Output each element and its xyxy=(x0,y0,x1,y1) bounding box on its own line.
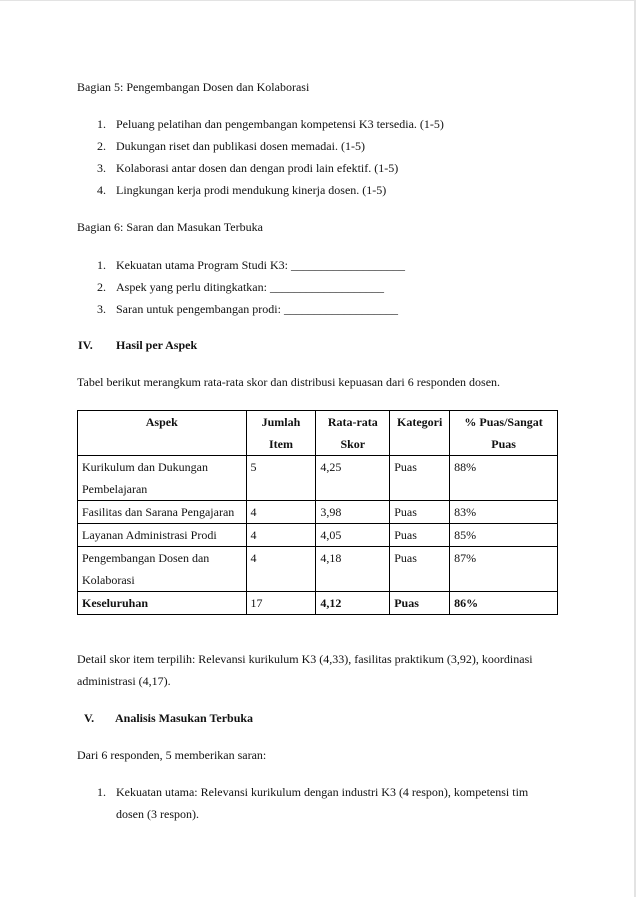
list-number: 2. xyxy=(97,280,106,294)
list-text: Kekuatan utama: Relevansi kurikulum dengan industri K3 (4 respon), kompetensi tim xyxy=(116,785,529,799)
table-row xyxy=(78,456,558,501)
section-heading-iv xyxy=(78,334,197,356)
header-persen-puas: % Puas/Sangat Puas xyxy=(450,411,558,456)
cell-kategori: Puas xyxy=(390,524,450,547)
list-text: Saran untuk pengembangan prodi: ___________________ xyxy=(116,302,398,316)
header-rata-rata-skor: Rata-rata Skor xyxy=(316,411,390,456)
cell-jumlah-item: 4 xyxy=(246,547,316,592)
cell-kategori: Puas xyxy=(390,547,450,592)
cell-persen: 86% xyxy=(450,592,558,615)
cell-rata-rata: 3,98 xyxy=(316,501,390,524)
table-row xyxy=(78,524,558,547)
header-kategori: Kategori xyxy=(390,411,450,456)
table-row xyxy=(78,501,558,524)
cell-aspek: Keseluruhan xyxy=(78,592,247,615)
header-aspek: Aspek xyxy=(78,411,247,456)
list-number: 4. xyxy=(97,183,106,197)
table-total-row xyxy=(78,592,558,615)
cell-persen: 85% xyxy=(450,524,558,547)
list-item xyxy=(97,157,398,179)
list-text: Dukungan riset dan publikasi dosen memadai. (1-5) xyxy=(116,139,365,153)
list-text: Kekuatan utama Program Studi K3: ___________________ xyxy=(116,258,405,272)
heading-title: Hasil per Aspek xyxy=(116,338,198,352)
section5-title: Bagian 5: Pengembangan Dosen dan Kolaborasi xyxy=(77,80,310,94)
header-jumlah-item: Jumlah Item xyxy=(246,411,316,456)
list-text: Kolaborasi antar dosen dan dengan prodi lain efektif. (1-5) xyxy=(116,161,399,175)
cell-rata-rata: 4,05 xyxy=(316,524,390,547)
cell-aspek: Kurikulum dan Dukungan Pembelajaran xyxy=(78,456,247,501)
list-item xyxy=(97,276,384,298)
list-item xyxy=(97,781,528,803)
cell-kategori: Puas xyxy=(390,592,450,615)
cell-rata-rata: 4,18 xyxy=(316,547,390,592)
list-number: 1. xyxy=(97,258,106,272)
cell-jumlah-item: 4 xyxy=(246,501,316,524)
detail-text-line2: administrasi (4,17). xyxy=(77,674,171,688)
cell-persen: 88% xyxy=(450,456,558,501)
heading-numeral: V. xyxy=(84,711,95,725)
section6-title: Bagian 6: Saran dan Masukan Terbuka xyxy=(77,220,263,234)
cell-kategori: Puas xyxy=(390,501,450,524)
cell-rata-rata: 4,25 xyxy=(316,456,390,501)
analysis-intro: Dari 6 responden, 5 memberikan saran: xyxy=(77,748,267,762)
section-heading-v xyxy=(84,707,253,729)
cell-rata-rata: 4,12 xyxy=(316,592,390,615)
list-text: Lingkungan kerja prodi mendukung kinerja dosen. (1-5) xyxy=(116,183,387,197)
cell-aspek: Pengembangan Dosen dan Kolaborasi xyxy=(78,547,247,592)
list-item-continuation: dosen (3 respon). xyxy=(116,807,199,821)
cell-jumlah-item: 4 xyxy=(246,524,316,547)
heading-title: Analisis Masukan Terbuka xyxy=(115,711,254,725)
cell-aspek: Fasilitas dan Sarana Pengajaran xyxy=(78,501,247,524)
cell-kategori: Puas xyxy=(390,456,450,501)
cell-aspek: Layanan Administrasi Prodi xyxy=(78,524,247,547)
list-item xyxy=(97,135,365,157)
cell-jumlah-item: 5 xyxy=(246,456,316,501)
cell-jumlah-item: 17 xyxy=(246,592,316,615)
table-header-row xyxy=(78,411,558,456)
list-number: 2. xyxy=(97,139,106,153)
list-text: Aspek yang perlu ditingkatkan: ___________________ xyxy=(116,280,384,294)
results-table xyxy=(77,410,558,615)
list-number: 1. xyxy=(97,785,106,799)
list-item xyxy=(97,113,444,135)
detail-text-line1: Detail skor item terpilih: Relevansi kurikulum K3 (4,33), fasilitas praktikum (3,92), koordinasi xyxy=(77,652,533,666)
heading-numeral: IV. xyxy=(78,338,93,352)
list-text: Peluang pelatihan dan pengembangan kompetensi K3 tersedia. (1-5) xyxy=(116,117,444,131)
list-item xyxy=(97,254,405,276)
list-item xyxy=(97,298,398,320)
list-number: 3. xyxy=(97,161,106,175)
cell-persen: 87% xyxy=(450,547,558,592)
table-row xyxy=(78,547,558,592)
list-number: 1. xyxy=(97,117,106,131)
list-number: 3. xyxy=(97,302,106,316)
list-item xyxy=(97,179,386,201)
cell-persen: 83% xyxy=(450,501,558,524)
table-intro: Tabel berikut merangkum rata-rata skor dan distribusi kepuasan dari 6 responden dosen. xyxy=(77,375,501,389)
